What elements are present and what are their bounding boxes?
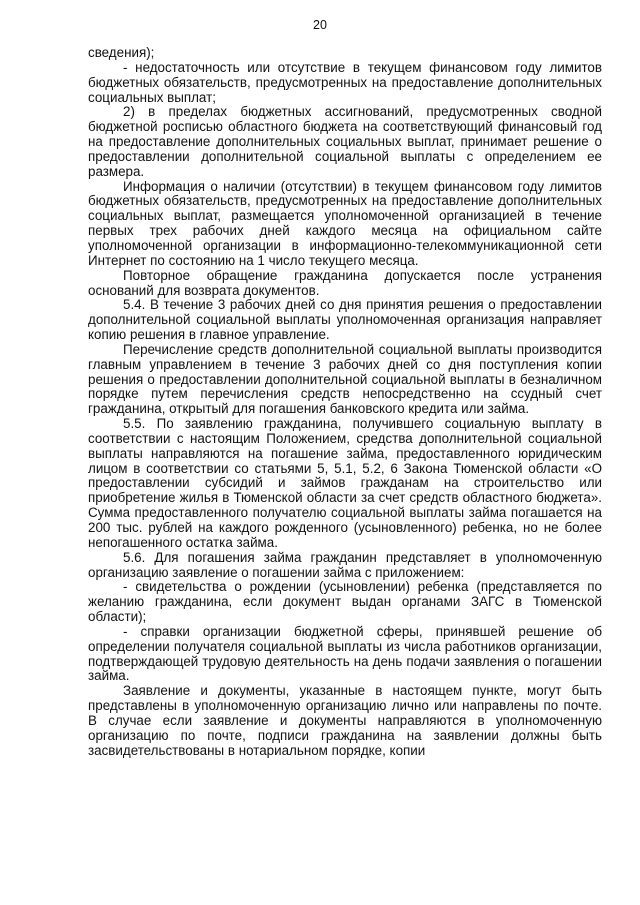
paragraph: Информация о наличии (отсутствии) в текущем финансовом году лимитов бюджетных обязательств, предусмотренных на предоставление дополнительных социальных выплат, размещается уполномоченной организацией в течение первых трех рабочих дней каждого месяца на официальном сайте уполномоченной организации в информационно-телекоммуникационной сети Интернет по состоянию на 1 число текущего месяца.	[88, 178, 602, 268]
document-body	[88, 46, 602, 759]
paragraph: 5.5. По заявлению гражданина, получившего социальную выплату в соответствии с настоящим Положением, средства дополнительной социальной выплаты направляются на погашение займа, предоставленного юридическим лицом в соответствии со статьями 5, 5.1, 5.2, 6 Закона Тюменской области «О предоставлении субсидий и займов гражданам на строительство или приобретение жилья в Тюменской области за счет средств областного бюджета». Сумма предоставленного получателю социальной выплаты займа погашается на 200 тыс. рублей на каждого рожденного (усыновленного) ребенка, но не более непогашенного остатка займа.	[88, 416, 602, 550]
paragraph: Заявление и документы, указанные в настоящем пункте, могут быть представлены в уполномоченную организацию лично или направлены по почте. В случае если заявление и документы направляются в уполномоченную организацию по почте, подписи гражданина на заявлении должны быть засвидетельствованы в нотариальном порядке, копии	[88, 683, 602, 758]
paragraph: сведения);	[88, 45, 155, 60]
paragraph: 5.4. В течение 3 рабочих дней со дня принятия решения о предоставлении дополнительной социальной выплаты уполномоченная организация направляет копию решения в главное управление.	[88, 297, 602, 343]
page-number: 20	[313, 18, 327, 32]
paragraph: Повторное обращение гражданина допускается после устранения оснований для возврата документов.	[88, 267, 602, 298]
paragraph: - свидетельства о рождении (усыновлении) ребенка (представляется по желанию гражданина, если документ выдан органами ЗАГС в Тюменской области);	[88, 579, 602, 625]
paragraph: 2) в пределах бюджетных ассигнований, предусмотренных сводной бюджетной росписью областного бюджета на соответствующий финансовый год на предоставление дополнительных социальных выплат, принимает решение о предоставлении дополнительной социальной выплаты с определением ее размера.	[88, 104, 602, 179]
paragraph: - недостаточность или отсутствие в текущем финансовом году лимитов бюджетных обязательств, предусмотренных на предоставление дополнительных социальных выплат;	[88, 59, 602, 105]
paragraph: Перечисление средств дополнительной социальной выплаты производится главным управлением в течение 3 рабочих дней со дня поступления копии решения о предоставлении дополнительной социальной выплаты в безналичном порядке путем перечисления средств непосредственно на ссудный счет гражданина, открытый для погашения банковского кредита или займа.	[88, 341, 602, 417]
paragraph: 5.6. Для погашения займа гражданин представляет в уполномоченную организацию заявление о погашении займа с приложением:	[88, 549, 602, 580]
paragraph: - справки организации бюджетной сферы, принявшей решение об определении получателя социальной выплаты из числа работников организации, подтверждающей трудовую деятельность на день подачи заявления о погашении займа.	[88, 623, 602, 684]
